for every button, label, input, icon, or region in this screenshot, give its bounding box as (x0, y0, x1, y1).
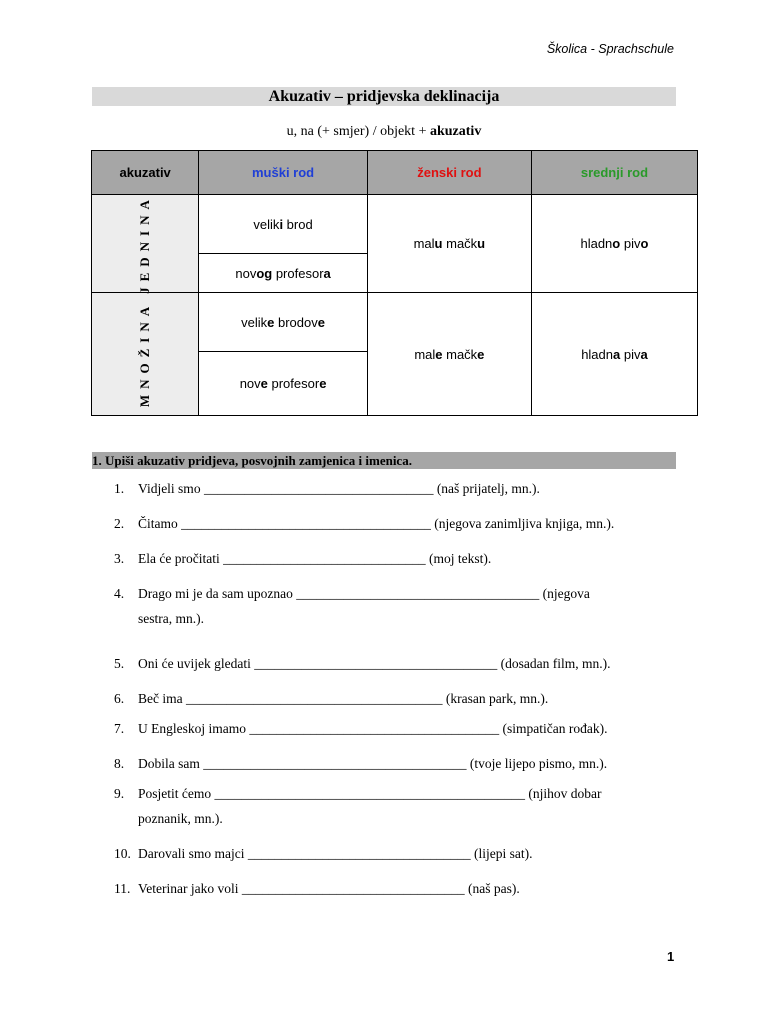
item-text-continuation: sestra, mn.). (138, 611, 204, 626)
word-part: nov (235, 265, 257, 281)
word-part: mal (413, 236, 435, 251)
subtitle-prefix: u, na (+ smjer) / objekt + (286, 124, 430, 139)
word-part: e (319, 376, 327, 391)
word-part: e (267, 314, 275, 330)
word-part: brod (283, 216, 313, 232)
word-part: piv (620, 236, 641, 251)
mnozina-label: MNOŽINA (137, 300, 153, 408)
item-text: Ela će pročitati ______________________________ (moj tekst). (138, 551, 492, 566)
mnozina-zenski (367, 293, 531, 416)
list-item (114, 781, 679, 831)
list-item (114, 511, 679, 536)
header-zenski-rod: ženski rod (367, 151, 531, 195)
item-text: Čitamo _____________________________________ (njegova zanimljiva knjiga, mn.). (138, 516, 615, 531)
word-part: piv (620, 346, 641, 362)
item-number: 8. (114, 756, 125, 771)
word-part: velik (253, 216, 280, 232)
list-item (114, 716, 679, 741)
item-text: Drago mi je da sam upoznao ____________________________________ (njegova (138, 586, 590, 601)
item-number: 11. (114, 881, 131, 896)
header-muski-rod: muški rod (199, 151, 368, 195)
word-part: velik (241, 314, 268, 330)
item-text: Oni će uvijek gledati ____________________________________ (dosadan film, mn.). (138, 656, 611, 671)
item-text: Vidjeli smo __________________________________ (naš prijatelj, mn.). (138, 481, 540, 496)
page-header: Školica - Sprachschule (546, 42, 674, 56)
subtitle-bold: akuzativ (429, 124, 482, 139)
header-srednji-rod: srednji rod (531, 151, 697, 195)
item-number: 1. (114, 481, 125, 496)
item-number: 3. (114, 551, 125, 566)
item-number: 7. (114, 721, 125, 736)
item-text: Dobila sam _______________________________________ (tvoje lijepo pismo, mn.). (138, 756, 608, 771)
jednina-zenski (367, 195, 531, 293)
item-text: U Engleskoj imamo _____________________________________ (simpatičan rođak). (138, 721, 608, 736)
jednina-srednji (531, 195, 697, 293)
word-part: u (477, 236, 486, 251)
word-part: e (317, 314, 325, 330)
exercise-title: 1. Upiši akuzativ pridjeva, posvojnih zamjenica i imenica. (92, 452, 676, 469)
item-text: Darovali smo majci _________________________________ (lijepi sat). (138, 846, 533, 861)
jednina-label-cell (92, 195, 199, 293)
word-part: mačk (442, 346, 478, 362)
list-item (114, 546, 679, 571)
word-part: o (612, 236, 621, 251)
jednina-muski-1 (199, 195, 368, 254)
word-part: u (434, 236, 443, 251)
item-number: 5. (114, 656, 125, 671)
list-item (114, 876, 679, 901)
mnozina-muski-2 (199, 352, 368, 416)
word-part: e (477, 346, 485, 362)
item-number: 10. (114, 846, 131, 861)
item-text: Posjetit ćemo ______________________________________________ (njihov dobar (138, 786, 602, 801)
list-item (114, 841, 679, 866)
table-header-row (92, 151, 698, 195)
word-part: a (613, 346, 621, 362)
mnozina-label-cell (92, 293, 199, 416)
item-text: Beč ima ______________________________________ (krasan park, mn.). (138, 691, 549, 706)
word-part: profesor (267, 376, 320, 391)
jednina-label: JEDNINA (137, 193, 153, 294)
word-part: mal (414, 346, 436, 362)
word-part: a (323, 265, 331, 281)
list-item (114, 581, 679, 631)
word-part: hladn (581, 346, 613, 362)
word-part: i (279, 216, 284, 232)
item-number: 2. (114, 516, 125, 531)
page-title: Akuzativ – pridjevska deklinacija (92, 87, 676, 106)
item-number: 4. (114, 586, 125, 601)
word-part: og (256, 265, 273, 281)
jednina-muski-2 (199, 254, 368, 293)
word-part: nov (239, 376, 261, 391)
word-part: a (640, 346, 648, 362)
subtitle (0, 124, 768, 140)
word-part: mačk (442, 236, 478, 251)
item-text-continuation: poznanik, mn.). (138, 811, 223, 826)
table-row (92, 195, 698, 254)
word-part: brodov (274, 314, 318, 330)
word-part: profesor (272, 265, 324, 281)
word-part: e (260, 376, 268, 391)
list-item (114, 751, 679, 776)
declension-table (91, 150, 698, 416)
list-item (114, 476, 679, 501)
item-number: 9. (114, 786, 125, 801)
mnozina-srednji (531, 293, 697, 416)
item-text: Veterinar jako voli _________________________________ (naš pas). (138, 881, 520, 896)
word-part: e (435, 346, 443, 362)
word-part: o (640, 236, 649, 251)
list-item (114, 651, 679, 676)
header-akuzativ: akuzativ (92, 151, 199, 195)
page-number: 1 (667, 949, 675, 964)
word-part: hladn (580, 236, 613, 251)
item-number: 6. (114, 691, 125, 706)
mnozina-muski-1 (199, 293, 368, 352)
list-item (114, 686, 679, 711)
table-row (92, 293, 698, 352)
